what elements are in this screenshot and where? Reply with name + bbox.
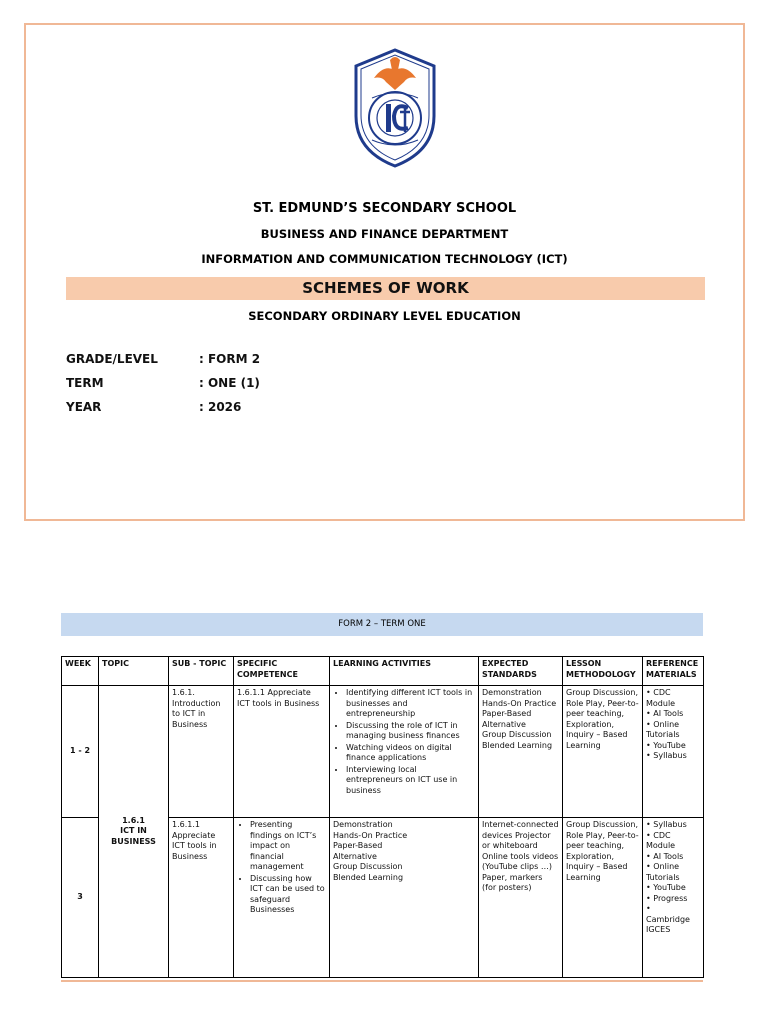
- header-topic: TOPIC: [99, 657, 169, 686]
- list-item: • Online Tutorials: [646, 862, 680, 882]
- subtopic-cell: 1.6.1.1 Appreciate ICT tools in Business: [169, 818, 234, 978]
- list-item: • CDC Module: [646, 688, 676, 708]
- header-standards: EXPECTED STANDARDS: [479, 657, 563, 686]
- list-item: Paper-Based Alternative: [482, 709, 532, 729]
- school-crest-logo: [350, 46, 440, 170]
- meta-label: YEAR: [66, 400, 102, 414]
- page-bottom-rule: [61, 980, 703, 982]
- table-header-row: [62, 657, 704, 686]
- list-item: • Identifying different ICT tools in businesses and entrepreneurship: [346, 688, 475, 720]
- list-item: Hands-On Practice: [333, 830, 408, 840]
- header-subtopic: SUB - TOPIC: [169, 657, 234, 686]
- references-cell: [643, 818, 704, 978]
- topic-cell: [99, 686, 169, 978]
- meta-label: GRADE/LEVEL: [66, 352, 158, 366]
- week-cell: 3: [62, 818, 99, 978]
- meta-label: TERM: [66, 376, 104, 390]
- list-item: • Discussing the role of ICT in managing business finances: [346, 721, 475, 742]
- list-item: • CDC Module: [646, 830, 676, 850]
- standards-cell: Internet-connected devices Projector or whiteboard Online tools videos (YouTube clips …) Paper, markers (for posters): [479, 818, 563, 978]
- list-item: • Syllabus: [646, 820, 687, 829]
- table-row: [62, 686, 704, 818]
- topic-name: ICT IN BUSINESS: [111, 826, 156, 846]
- methodology-cell: Group Discussion, Role Play, Peer-to-peer teaching, Exploration, Inquiry – Based Learning: [563, 818, 643, 978]
- scheme-of-work-table: [61, 656, 704, 978]
- header-week: WEEK: [62, 657, 99, 686]
- list-item: Group Discussion: [333, 862, 403, 871]
- list-item: Paper-Based: [333, 841, 383, 850]
- list-item: Group Discussion: [482, 730, 552, 739]
- references-cell: [643, 686, 704, 818]
- header-activities: LEARNING ACTIVITIES: [330, 657, 479, 686]
- list-item: Blended Learning: [482, 740, 553, 750]
- competence-cell: [234, 818, 330, 978]
- list-item: • AI Tools: [646, 709, 684, 718]
- list-item: Demonstration: [482, 688, 542, 697]
- subtopic-cell: 1.6.1. Introduction to ICT in Business: [169, 686, 234, 818]
- week-cell: 1 - 2: [62, 686, 99, 818]
- list-item: Alternative: [333, 851, 377, 861]
- list-item: • YouTube: [646, 883, 686, 892]
- document-title: SCHEMES OF WORK: [66, 277, 705, 300]
- topic-number: 1.6.1: [122, 815, 145, 825]
- standards-cell: [479, 686, 563, 818]
- activities-cell: [330, 686, 479, 818]
- subject-name: INFORMATION AND COMMUNICATION TECHNOLOGY (ICT): [201, 252, 568, 266]
- header-references: REFERENCE MATERIALS: [643, 657, 704, 686]
- list-item: • YouTube: [646, 740, 686, 750]
- meta-value: : FORM 2: [199, 352, 261, 366]
- education-level: SECONDARY ORDINARY LEVEL EDUCATION: [248, 309, 521, 323]
- list-item: Blended Learning: [333, 872, 404, 882]
- list-item: • AI Tools: [646, 851, 684, 861]
- list-item: •: [646, 904, 651, 913]
- list-item: • Syllabus: [646, 751, 687, 760]
- cover-page: [24, 23, 745, 521]
- list-item: • Interviewing local entrepreneurs on ICT use in business: [346, 765, 475, 797]
- methodology-cell: Group Discussion, Role Play, Peer-to-peer teaching, Exploration, Inquiry – Based Learning: [563, 686, 643, 818]
- meta-value: : 2026: [199, 400, 242, 414]
- school-name: ST. EDMUND’S SECONDARY SCHOOL: [252, 201, 517, 216]
- list-item: Demonstration: [333, 820, 393, 829]
- competence-cell: 1.6.1.1 Appreciate ICT tools in Business: [234, 686, 330, 818]
- list-item: Cambridge IGCES: [646, 914, 690, 934]
- list-item: • Watching videos on digital finance applications: [346, 743, 475, 764]
- list-item: Hands-On Practice: [482, 698, 557, 708]
- department-name: BUSINESS AND FINANCE DEPARTMENT: [260, 227, 509, 241]
- activities-cell: [330, 818, 479, 978]
- term-strip-title: FORM 2 – TERM ONE: [61, 613, 703, 636]
- header-competence: SPECIFIC COMPETENCE: [234, 657, 330, 686]
- header-methodology: LESSON METHODOLOGY: [563, 657, 643, 686]
- list-item: • Presenting findings on ICT’s impact on financial management: [250, 820, 326, 873]
- list-item: • Progress: [646, 893, 688, 903]
- list-item: • Online Tutorials: [646, 719, 680, 739]
- list-item: • Discussing how ICT can be used to safeguard Businesses: [250, 874, 326, 916]
- meta-value: : ONE (1): [199, 376, 260, 390]
